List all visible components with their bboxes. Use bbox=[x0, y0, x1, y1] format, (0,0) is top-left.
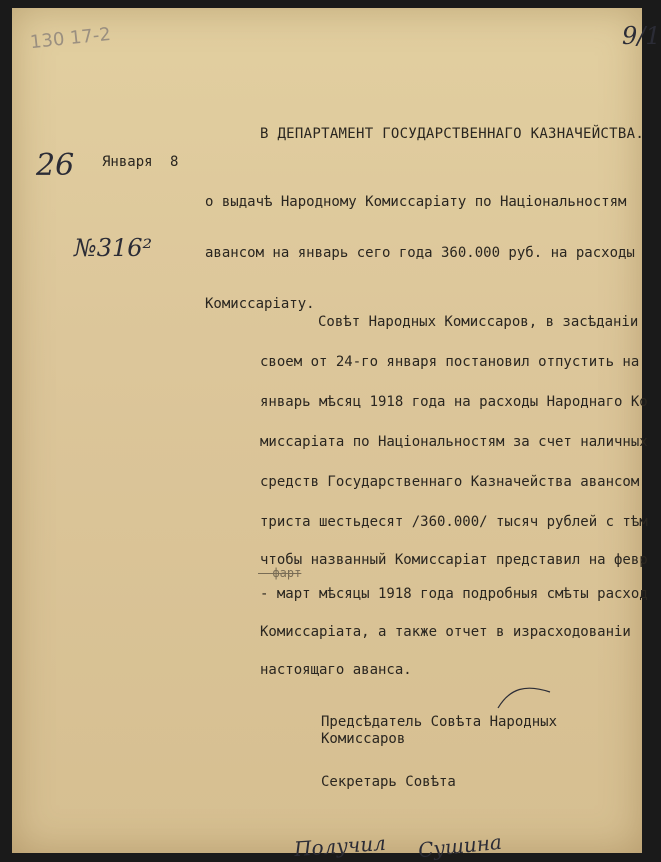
secretary-signature-line: Секретарь Совѣта bbox=[321, 774, 456, 790]
body-line: Совѣт Народных Комиссаров, в засѣданіи bbox=[318, 314, 639, 330]
date-month: Января bbox=[102, 154, 153, 170]
body-line: своем от 24-го января постановил отпустить на bbox=[260, 354, 640, 370]
body-line: триста шестьдесят /360.000/ тысяч рублей с тѣм bbox=[260, 514, 648, 530]
chairman-signature-line: Предсѣдатель Совѣта Народных Комиссаров bbox=[321, 714, 558, 747]
body-line: - март мѣсяцы 1918 года подробныя смѣты расход bbox=[260, 586, 648, 602]
archive-mark-top-left: 130 17-2 bbox=[29, 23, 112, 54]
body-line: чтобы названный Комиссаріат представил на февр bbox=[260, 552, 648, 568]
body-line: Комиссаріата, а также отчет в израсходованіи bbox=[260, 624, 631, 640]
subject-line: авансом на январь сего года 360.000 руб. на расходы bbox=[205, 245, 635, 261]
signature-flourish bbox=[496, 682, 556, 712]
date-year: 8 bbox=[170, 154, 179, 170]
body-line: настоящаго аванса. bbox=[260, 662, 412, 678]
handwritten-signature: Сушина bbox=[416, 829, 503, 862]
body-line: средств Государственнаго Казначейства авансом bbox=[260, 474, 640, 490]
document-number: №316² bbox=[74, 234, 153, 262]
struck-text: - фарт bbox=[258, 566, 302, 580]
archive-mark-top-right: 9/1 bbox=[622, 22, 661, 50]
date-day: 26 bbox=[36, 148, 75, 183]
document-heading: В ДЕПАРТАМЕНТ ГОСУДАРСТВЕННАГО КАЗНАЧЕЙСТВА. bbox=[260, 126, 645, 142]
body-line: миссаріата по Національностям за счет наличных bbox=[260, 434, 648, 450]
subject-line: Комиссаріату. bbox=[205, 296, 315, 312]
handwritten-received: Получил bbox=[293, 830, 387, 862]
body-line: январь мѣсяц 1918 года на расходы Народнаго Ко bbox=[260, 394, 648, 410]
document-page bbox=[12, 8, 661, 862]
subject-line: о выдачѣ Народному Комиссаріату по Національностям bbox=[205, 194, 627, 210]
